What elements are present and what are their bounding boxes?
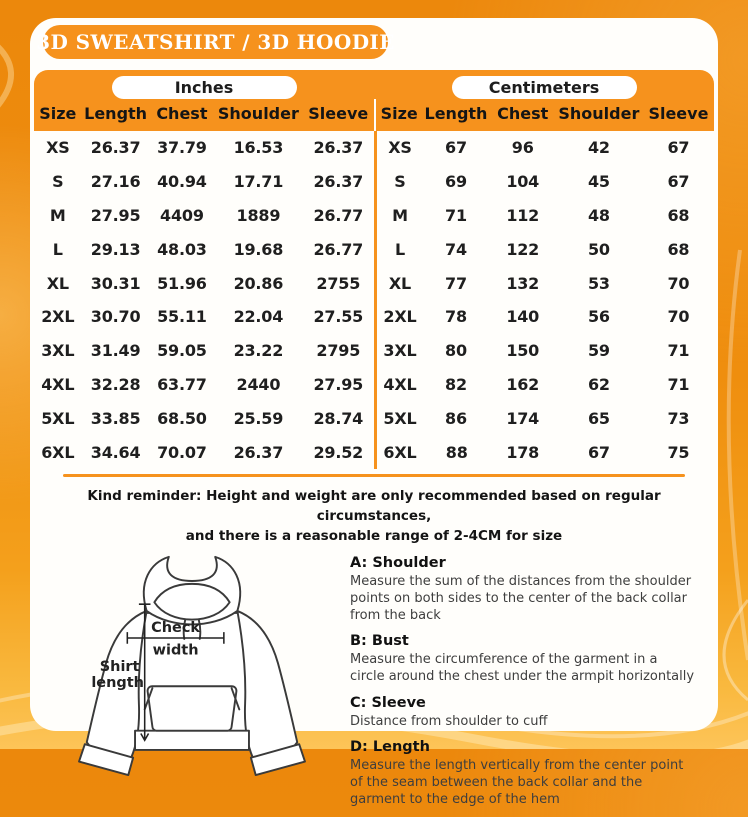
measurement-cell: 40.94 [157,172,207,192]
guide-body: Measure the circumference of the garment in a circle around the chest under the armpit horizontally [350,652,695,685]
centimeters-header-row [376,99,715,131]
measurement-cell: 30.70 [90,307,141,327]
table-row [376,300,715,334]
measurement-cell: 68 [667,205,690,225]
centimeters-table-section [374,70,714,469]
table-row [34,334,374,368]
measurement-cell: 27.16 [90,172,141,192]
measurement-cell: 65 [587,408,610,428]
measurement-cell: 59.05 [157,341,207,361]
measurement-cell: 2795 [316,341,361,361]
centimeters-table [374,99,714,469]
column-header: Shoulder [555,99,643,131]
size-cell: 2XL [383,307,417,327]
measurement-cell: 1889 [236,205,281,225]
inches-table-section [34,70,374,469]
inches-header-row [34,99,374,131]
inches-unit-row [34,70,374,99]
measurement-cell: 62 [587,374,610,394]
size-cell: M [392,205,408,225]
measurement-cell: 150 [506,341,540,361]
hoodie-pocket [148,686,237,730]
measurement-cell: 45 [587,172,610,192]
measurement-cell: 70.07 [157,442,207,462]
title-banner [36,25,395,59]
column-header: Sleeve [303,99,374,131]
measurement-cell: 32.28 [90,374,141,394]
column-header: Shoulder [214,99,302,131]
inches-table [34,99,374,469]
inches-unit-pill [112,76,297,99]
measurement-cell: 67 [667,138,690,158]
measurement-cell: 75 [667,442,690,462]
column-header: Length [423,99,491,131]
table-row [34,435,374,469]
size-tables [34,70,714,469]
centimeters-unit-row [374,70,714,99]
measurement-cell: 17.71 [233,172,284,192]
measurement-cell: 27.55 [313,307,364,327]
column-header: Chest [491,99,555,131]
guide-body: Measure the length vertically from the center point of the seam between the back collar and the garment to the edge of the hem [350,757,684,807]
size-cell: S [394,172,406,192]
table-row [376,199,715,233]
size-cell: XL [46,273,69,293]
table-row [376,266,715,300]
measurement-cell: 70 [667,307,690,327]
measurement-cell: 67 [445,138,467,158]
table-row [34,232,374,266]
guide-body: Distance from shoulder to cuff [350,713,548,729]
measurement-cell: 48.03 [157,239,207,259]
measurement-cell: 178 [506,442,540,462]
measurement-cell: 71 [667,341,690,361]
measurement-cell: 42 [587,138,610,158]
hoodie-figure [52,551,332,817]
measurement-cell: 56 [587,307,610,327]
size-cell: 3XL [383,341,417,361]
table-row [376,131,715,165]
measurement-cell: 27.95 [313,374,364,394]
measurement-cell: 55.11 [157,307,207,327]
measurement-cell: 16.53 [233,138,284,158]
measurement-cell: 77 [445,273,467,293]
table-row [34,199,374,233]
measurement-cell: 34.64 [90,442,141,462]
guide-item-bust [350,633,696,685]
table-row [34,165,374,199]
measurement-cell: 22.04 [233,307,284,327]
reminder-line-2: and there is a reasonable range of 2-4CM for size [185,528,563,545]
hoodie-hem [135,730,249,749]
measurement-cell: 59 [587,341,610,361]
measurement-cell: 140 [506,307,540,327]
measurement-cell: 73 [667,408,690,428]
column-header: Sleeve [643,99,714,131]
measurement-cell: 67 [587,442,610,462]
measurement-cell: 86 [445,408,467,428]
size-cell: S [52,172,64,192]
measurement-cell: 4409 [160,205,204,225]
measurement-cell: 104 [506,172,540,192]
inches-unit-label: Inches [174,78,234,97]
measurement-cell: 63.77 [157,374,207,394]
table-row [376,232,715,266]
column-header: Chest [150,99,215,131]
measurement-cell: 26.37 [233,442,284,462]
size-cell: 5XL [383,408,417,428]
measurement-cell: 25.59 [233,408,284,428]
measurement-cell: 71 [445,205,467,225]
centimeters-unit-label: Centimeters [488,78,600,97]
measurement-cell: 74 [445,239,467,259]
measurement-cell: 68.50 [157,408,207,428]
measurement-cell: 132 [506,273,540,293]
check-width-label-line1: Check [151,619,201,636]
measurement-cell: 26.37 [313,138,364,158]
guide-heading: D: Length [350,738,430,755]
measurement-cell: 122 [506,239,540,259]
measurement-cell: 26.77 [313,205,364,225]
column-header: Size [376,99,423,131]
measurement-cell: 112 [506,205,540,225]
measurement-section [52,551,700,817]
hoodie-diagram-illustration [52,551,332,779]
table-row [34,131,374,165]
size-cell: 6XL [41,442,75,462]
measurement-cell: 69 [445,172,467,192]
column-header: Length [82,99,150,131]
guide-body: Measure the sum of the distances from the shoulder points on both sides to the center of the back collar from the back [350,573,692,624]
size-cell: L [394,239,405,259]
measurement-cell: 26.37 [90,138,141,158]
measurement-cell: 68 [667,239,690,259]
table-row [34,368,374,402]
size-cell: L [52,239,63,259]
shirt-length-label-line1: Shirt [99,658,140,675]
measurement-cell: 48 [587,205,610,225]
measurement-cell: 20.86 [233,273,284,293]
measurement-cell: 27.95 [90,205,141,225]
measurement-cell: 19.68 [233,239,284,259]
centimeters-unit-pill [452,76,637,99]
table-row [34,300,374,334]
guide-item-shoulder [350,555,696,624]
measurement-cell: 71 [667,374,690,394]
size-cell: 6XL [383,442,417,462]
guide-item-sleeve [350,695,696,730]
guide-heading: C: Sleeve [350,694,426,711]
divider-rule [63,474,685,477]
measurement-cell: 162 [506,374,540,394]
guide-heading: A: Shoulder [350,554,446,571]
table-row [376,401,715,435]
size-cell: 4XL [383,374,417,394]
measurement-cell: 2440 [236,374,281,394]
measurement-cell: 50 [587,239,610,259]
measurement-cell: 78 [445,307,467,327]
measurement-cell: 37.79 [157,138,207,158]
column-header: Size [34,99,82,131]
measurement-cell: 88 [445,442,468,462]
measurement-cell: 67 [667,172,690,192]
size-cell: 3XL [41,341,75,361]
measurement-cell: 174 [506,408,540,428]
measurement-cell: 96 [511,138,534,158]
measure-guide [340,551,700,817]
table-row [376,368,715,402]
size-cell: XS [46,138,70,158]
reminder-line-1: Kind reminder: Height and weight are only recommended based on regular circumstances, [87,487,661,525]
size-cell: M [49,205,66,225]
measurement-cell: 26.77 [313,239,364,259]
measurement-cell: 53 [587,273,610,293]
measurement-cell: 29.52 [313,442,364,462]
guide-item-length [350,739,696,808]
size-cell: XL [388,273,411,293]
measurement-cell: 23.22 [233,341,284,361]
size-chart-card [30,18,718,807]
table-row [34,266,374,300]
size-cell: 2XL [41,307,75,327]
measurement-cell: 31.49 [90,341,141,361]
size-cell: XS [388,138,412,158]
measurement-cell: 29.13 [90,239,141,259]
kind-reminder [30,486,718,547]
size-cell: 5XL [41,408,75,428]
table-row [376,334,715,368]
measurement-cell: 33.85 [90,408,141,428]
measurement-cell: 80 [445,341,467,361]
measurement-cell: 51.96 [157,273,207,293]
measurement-cell: 28.74 [313,408,364,428]
guide-heading: B: Bust [350,633,409,650]
size-cell: 4XL [41,374,75,394]
measurement-cell: 70 [667,273,690,293]
check-width-label-line2: width [152,642,199,659]
table-row [376,165,715,199]
measurement-cell: 82 [445,374,467,394]
measurement-cell: 30.31 [90,273,141,293]
measurement-cell: 2755 [316,273,361,293]
page-title: 3D SWEATSHIRT / 3D HOODIE [36,30,395,54]
shirt-length-label-line2: length [91,674,144,691]
table-row [376,435,715,469]
table-row [34,401,374,435]
measurement-cell: 26.37 [313,172,364,192]
